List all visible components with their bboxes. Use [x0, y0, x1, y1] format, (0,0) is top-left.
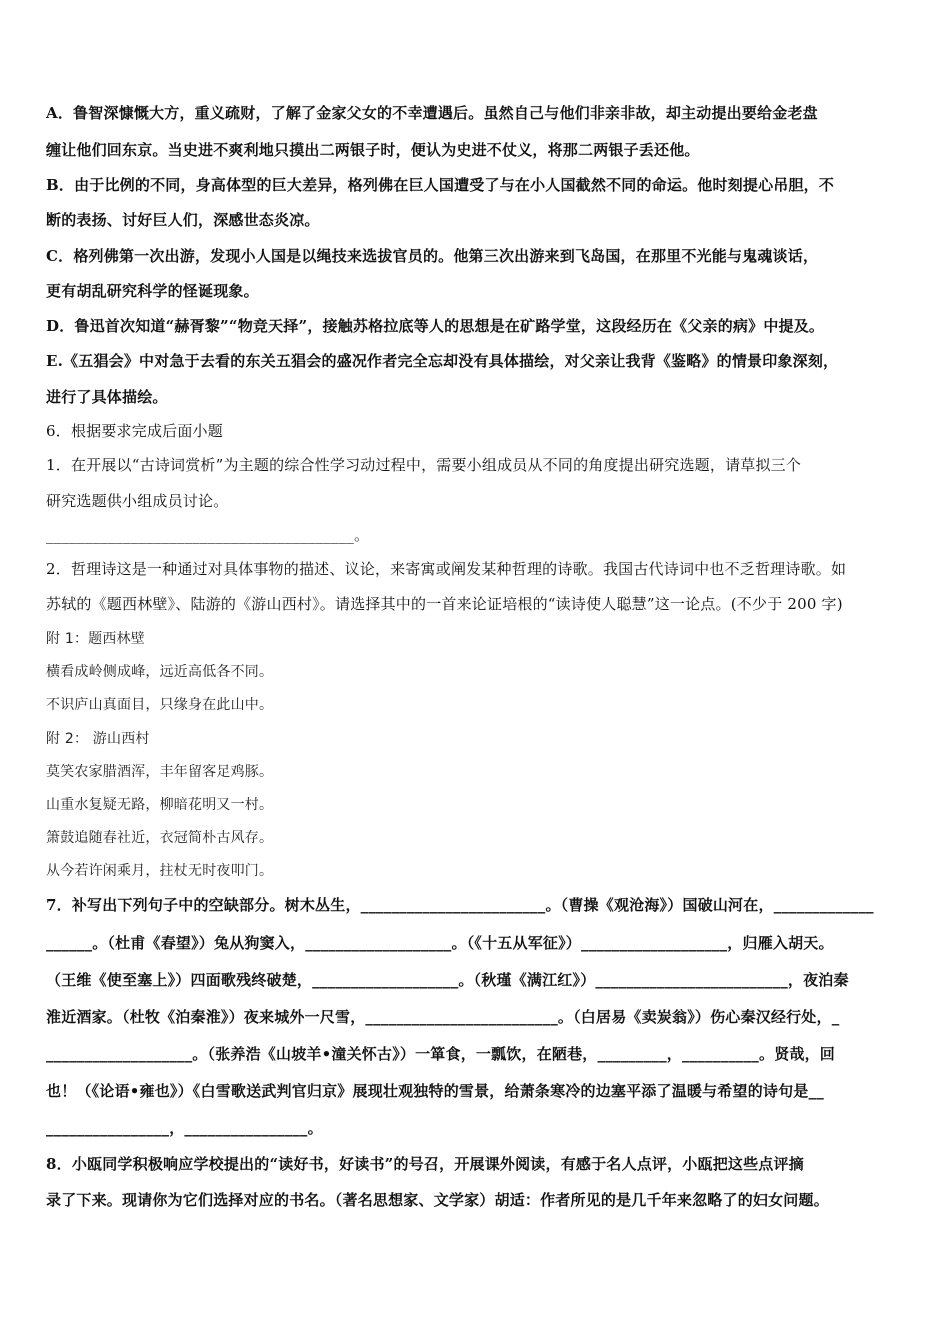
- attachment-2-title: 附 2： 游山西村: [46, 731, 150, 747]
- poem-2-line: 箫鼓追随春社近，衣冠简朴古风存。: [46, 830, 274, 846]
- question-7-line-1: 7．补写出下列句子中的空缺部分。树木丛生，________________________。（曹操《观沧海》）国破山河在，_____________: [46, 896, 874, 914]
- option-e-line-1: E.《五猖会》中对急于去看的东关五猖会的盛况作者完全忘却没有具体描绘，对父亲让我背《鉴略》的情景印象深刻，: [46, 352, 839, 370]
- question-6-1-line-1: 1．在开展以“古诗词赏析”为主题的综合性学习动过程中，需要小组成员从不同的角度提出研究选题，请草拟三个: [46, 456, 802, 474]
- option-e-line-2: 进行了具体描绘。: [46, 388, 168, 406]
- option-a-line-2: 缠让他们回东京。当史进不爽利地只摸出二两银子时，便认为史进不仗义，将那二两银子丢还他。: [46, 141, 700, 159]
- option-c-line-1: C．格列佛第一次出游，发现小人国是以绳技来选拔官员的。他第三次出游来到飞岛国，在那里不光能与鬼魂谈话，: [46, 247, 819, 265]
- attachment-1-title: 附 1：题西林壁: [46, 631, 145, 647]
- question-6-2-line-1: 2．哲理诗这是一种通过对具体事物的描述、议论，来寄寓或阐发某种哲理的诗歌。我国古代诗词中也不乏哲理诗歌。如: [46, 560, 847, 578]
- question-7-line-3: （王维《使至塞上》）四面歌残终破楚，___________________。（秋瑾《满江红》）_________________________，夜泊秦: [46, 971, 849, 989]
- poem-2-line: 从今若许闲乘月，拄杖无时夜叩门。: [46, 863, 274, 879]
- option-c-line-2: 更有胡乱研究科学的怪诞现象。: [46, 282, 259, 300]
- question-6-2-line-2: 苏轼的《题西林壁》、陆游的《游山西村》。请选择其中的一首来论证培根的“读诗使人聪慧”这一论点。(不少于 200 字): [46, 595, 843, 613]
- option-a-line-1: A．鲁智深慷慨大方，重义疏财，了解了金家父女的不幸遭遇后。虽然自己与他们非亲非故，却主动提出要给金老盘: [46, 104, 818, 122]
- question-6-title: 6．根据要求完成后面小题: [46, 422, 223, 440]
- answer-blank: ________________________________________。: [46, 526, 370, 544]
- poem-2-line: 莫笑农家腊酒浑，丰年留客足鸡豚。: [46, 764, 274, 780]
- question-7-line-5: ___________________。（张养浩《山坡羊•潼关怀古》）一箪食，一瓢饮，在陋巷，_________，__________。贤哉，回: [46, 1045, 835, 1063]
- question-8-line-2: 录了下来。现请你为它们选择对应的书名。（著名思想家、文学家）胡适：作者所见的是几千年来忽略了的妇女问题。: [46, 1191, 829, 1209]
- question-7-line-6: 也！（《论语•雍也》）《白雪歌送武判官归京》展现壮观独特的雪景，给萧条寒冷的边塞平添了温暖与希望的诗句是__: [46, 1082, 824, 1100]
- option-b-line-2: 断的表扬、讨好巨人们，深感世态炎凉。: [46, 211, 320, 229]
- option-d-line-1: D．鲁迅首次知道“赫胥黎”“物竞天择”，接触苏格拉底等人的思想是在矿路学堂，这段经历在《父亲的病》中提及。: [46, 317, 825, 335]
- option-b-line-1: B．由于比例的不同，身高体型的巨大差异，格列佛在巨人国遭受了与在小人国截然不同的命运。他时刻提心吊胆，不: [46, 176, 835, 194]
- poem-1-line: 横看成岭侧成峰，远近高低各不同。: [46, 664, 274, 680]
- question-7-line-7: ________________，________________。: [46, 1119, 323, 1137]
- question-7-line-4: 淮近酒家。（杜牧《泊秦淮》）夜来城外一尺雪，_________________________。（白居易《卖炭翁》）伤心秦汉经行处，_: [46, 1008, 840, 1026]
- question-6-1-line-2: 研究选题供小组成员讨论。: [46, 492, 229, 510]
- question-8-line-1: 8．小瓯同学积极响应学校提出的“读好书，好读书”的号召，开展课外阅读，有感于名人点评，小瓯把这些点评摘: [46, 1155, 804, 1173]
- question-7-line-2: ______。（杜甫《春望》）兔从狗窦入，___________________。（《十五从军征》）___________________，归雁入胡天。: [46, 934, 834, 952]
- poem-1-line: 不识庐山真面目，只缘身在此山中。: [46, 697, 274, 713]
- poem-2-line: 山重水复疑无路，柳暗花明又一村。: [46, 797, 274, 813]
